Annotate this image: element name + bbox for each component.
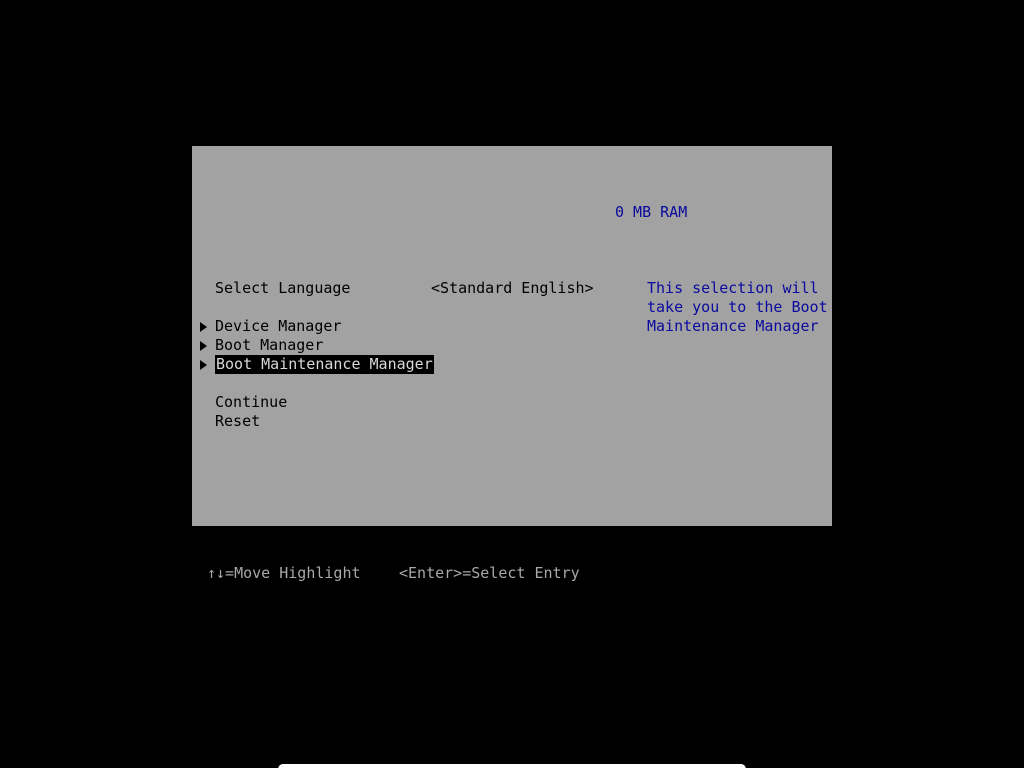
ram-info: 0 MB RAM xyxy=(615,203,688,221)
menu-item-continue[interactable]: Continue xyxy=(215,393,288,411)
setup-panel xyxy=(192,146,832,526)
triangle-right-icon xyxy=(200,341,207,351)
help-line-2: take you to the Boot xyxy=(647,298,828,316)
boot-manager-label: Boot Manager xyxy=(215,336,324,354)
help-line-3: Maintenance Manager xyxy=(647,317,819,335)
select-entry-hint: <Enter>=Select Entry xyxy=(399,564,580,582)
bottom-edge-bar xyxy=(278,764,746,768)
triangle-right-icon xyxy=(200,322,207,332)
select-language-label: Select Language xyxy=(215,279,351,297)
menu-item-reset[interactable]: Reset xyxy=(215,412,261,430)
device-manager-label: Device Manager xyxy=(215,317,342,335)
triangle-right-icon xyxy=(200,360,207,370)
move-highlight-hint: ↑↓=Move Highlight xyxy=(207,564,361,582)
help-line-1: This selection will xyxy=(647,279,819,297)
boot-maintenance-manager-label: Boot Maintenance Manager xyxy=(216,355,433,373)
select-language-value[interactable]: <Standard English> xyxy=(431,279,594,297)
